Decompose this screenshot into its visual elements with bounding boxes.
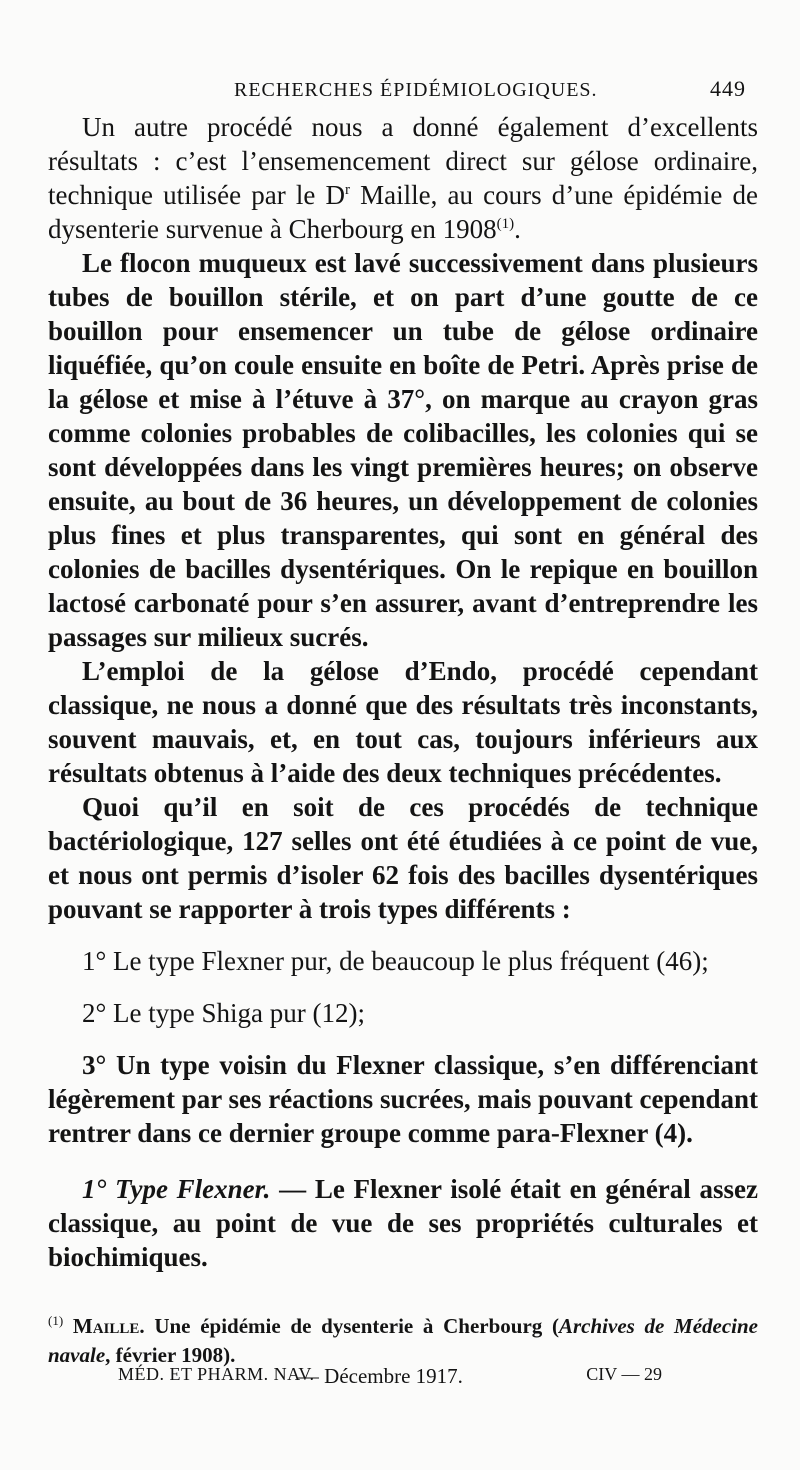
paragraph-2: Le flocon muqueux est lavé successivement dans plusieurs tubes de bouillon stérile, et on part d’une goutte de ce bouillon pour ensemencer un tube de gélose ordinaire liquéfiée, qu’on coule ensuite en boîte de Petri. Après prise de la gélose et mise à l’étuve à 37°, on marque au crayon gras comme colonies probables de colibacilles, les colonies qui se sont développées dans les vingt premières heures; on observe ensuite, au bout de 36 heures, un développement de colonies plus fines et plus transparentes, qui sont en général des colonies de bacilles dysentériques. On le repique en bouillon lactosé carbonaté pour s’en assurer, avant d’entreprendre les passages sur milieux sucrés. <box>48 248 758 652</box>
page-number: 449 <box>710 76 746 101</box>
section-text: Le Flexner isolé était en général assez classique, au point de vue de ses propriétés culturales et biochimiques. <box>48 1174 758 1272</box>
list-item-2: 2° Le type Shiga pur (12); <box>82 998 365 1028</box>
footnote <box>48 1306 758 1370</box>
paragraph-1-text-a: Un autre procédé nous a donné également d’excellents résultats : c’est l’ensemencement direct sur gélose ordinaire, technique utilisée par le D <box>48 112 758 210</box>
footnote-text-b: , février 1908). <box>105 1343 236 1367</box>
footnote-author: Maille <box>72 1314 140 1338</box>
paragraph-3: L’emploi de la gélose d’Endo, procédé cependant classique, ne nous a donné que des résultats très inconstants, souvent mauvais, et, en tout cas, toujours inférieurs aux résultats obtenus à l’aide des deux techniques précédentes. <box>48 656 758 788</box>
volume-sheet: CIV — 29 <box>586 1364 662 1384</box>
footnote-text-a: . Une épidémie de dysenterie à Cherbourg ( <box>139 1314 559 1338</box>
running-header <box>48 76 758 102</box>
paragraph-1 <box>48 110 758 246</box>
paragraph-4: Quoi qu’il en soit de ces procédés de technique bactériologique, 127 selles ont été étudiées à ce point de vue, et nous ont permis d’isoler 62 fois des bacilles dysentériques pouvant se rapporter à trois types différents : <box>48 792 758 924</box>
running-title: RECHERCHES ÉPIDÉMIOLOGIQUES. <box>234 79 598 101</box>
footnote-reference: (1) <box>496 216 515 232</box>
paragraph-1-text-b: Maille, au cours d’une épidémie de dysenterie survenue à Cherbourg en 1908 <box>48 180 758 244</box>
doctor-abbrev-sup: r <box>344 182 350 198</box>
journal-abbreviation: MÉD. ET PHARM. NAV. <box>118 1364 315 1384</box>
body-text <box>48 110 758 1274</box>
section-type-flexner <box>48 1172 758 1274</box>
section-dash: — <box>270 1174 315 1204</box>
footnote-journal: Archives de Médecine navale <box>48 1314 758 1367</box>
signature-line <box>118 1364 662 1389</box>
list-item-1: 1° Le type Flexner pur, de beaucoup le plus fréquent (46); <box>82 946 709 976</box>
footnote-marker: (1) <box>48 1313 64 1328</box>
section-heading: 1° Type Flexner. <box>82 1174 271 1204</box>
paragraph-1-text-c: . <box>514 214 521 244</box>
issue-date: — Décembre 1917. <box>297 1364 463 1388</box>
list-item-3: 3° Un type voisin du Flexner classique, s’en différenciant légèrement par ses réactions sucrées, mais pouvant cependant rentrer dans ce dernier groupe comme para-Flexner (4). <box>48 1050 758 1148</box>
